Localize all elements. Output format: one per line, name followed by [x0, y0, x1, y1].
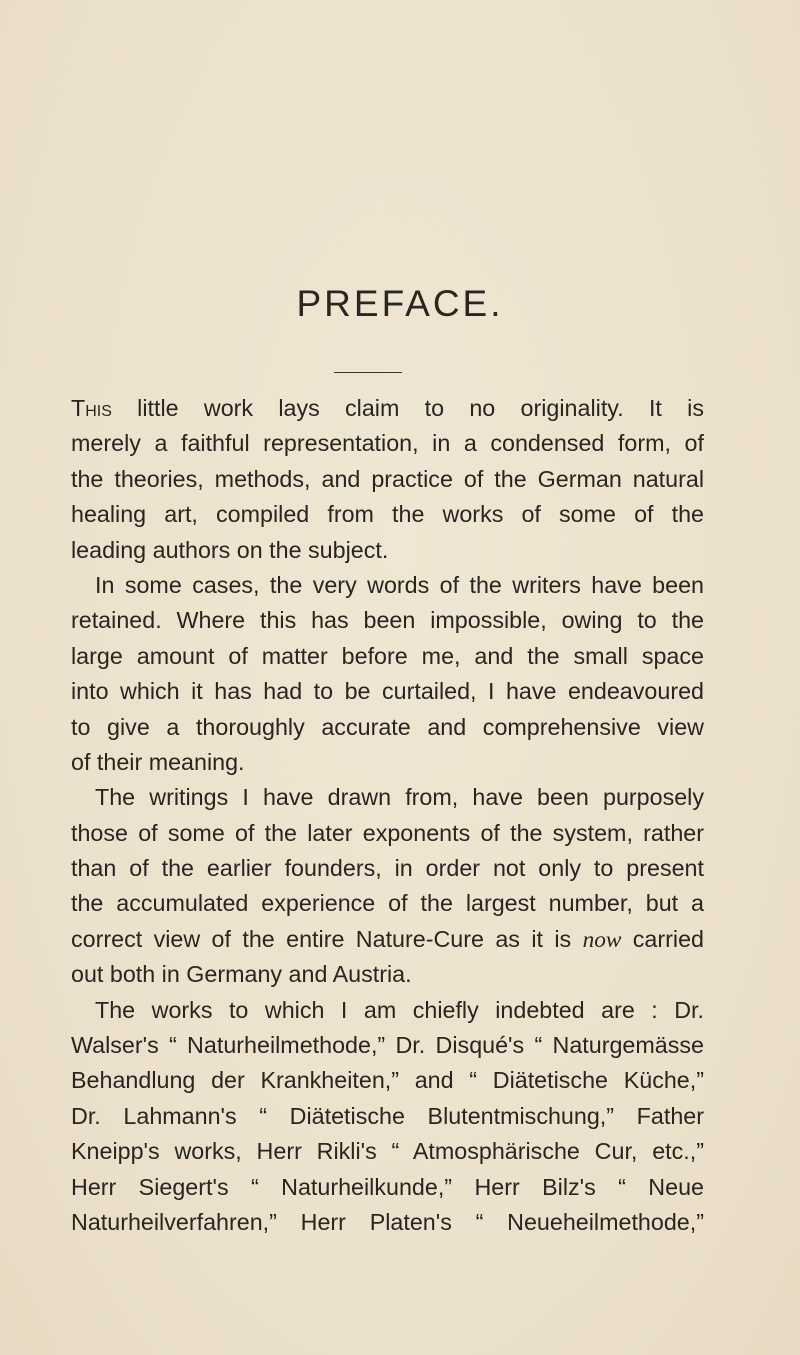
text-line: The works to which I am chiefly indebted are : Dr. [95, 996, 704, 1023]
paragraph [71, 780, 704, 992]
text-line: than of the earlier founders, in order not only to present [71, 855, 704, 882]
text-line: healing art, compiled from the works of some of the [71, 501, 704, 528]
text-line: Naturheilverfahren,” Herr Platen's “ Neueheilmethode,” [71, 1208, 704, 1235]
paragraph [71, 568, 704, 780]
text-line: Behandlung der Krankheiten,” and “ Diätetische Küche,” [71, 1067, 704, 1094]
text-line: In some cases, the very words of the writers have been [95, 571, 704, 598]
text-line: into which it has had to be curtailed, I have endeavoured [71, 678, 704, 705]
title-divider [334, 372, 402, 373]
paragraph [71, 993, 704, 1241]
text-line: The writings I have drawn from, have been purposely [95, 784, 704, 811]
text-line: merely a faithful representation, in a condensed form, of [71, 430, 704, 457]
text-line: correct view of the entire Nature-Cure as it is now carried [71, 925, 704, 953]
emphasis: now [582, 926, 622, 953]
text-line: Herr Siegert's “ Naturheilkunde,” Herr Bilz's “ Neue [71, 1173, 704, 1200]
text-line: Kneipp's works, Herr Rikli's “ Atmosphärische Cur, etc.,” [71, 1138, 704, 1165]
text-line: those of some of the later exponents of the system, rather [71, 819, 704, 846]
text-line: leading authors on the subject. [71, 536, 389, 563]
text-line: Dr. Lahmann's “ Diätetische Blutentmischung,” Father [71, 1102, 704, 1129]
drop-word: This [71, 395, 112, 421]
text-line: to give a thoroughly accurate and comprehensive view [71, 713, 704, 740]
text-line: out both in Germany and Austria. [71, 961, 412, 988]
text-line: the accumulated experience of the largest number, but a [71, 890, 704, 917]
page-title: PREFACE. [296, 283, 504, 324]
text-line: the theories, methods, and practice of the German natural [71, 465, 704, 492]
text-line: large amount of matter before me, and the small space [71, 642, 704, 669]
preface-body [71, 391, 704, 1240]
text-line: retained. Where this has been impossible, owing to the [71, 607, 704, 634]
text-line: This little work lays claim to no originality. It is [71, 395, 704, 421]
text-line: of their meaning. [71, 748, 245, 775]
paragraph [71, 391, 704, 568]
text-line: Walser's “ Naturheilmethode,” Dr. Disqué's “ Naturgemässe [71, 1032, 704, 1059]
